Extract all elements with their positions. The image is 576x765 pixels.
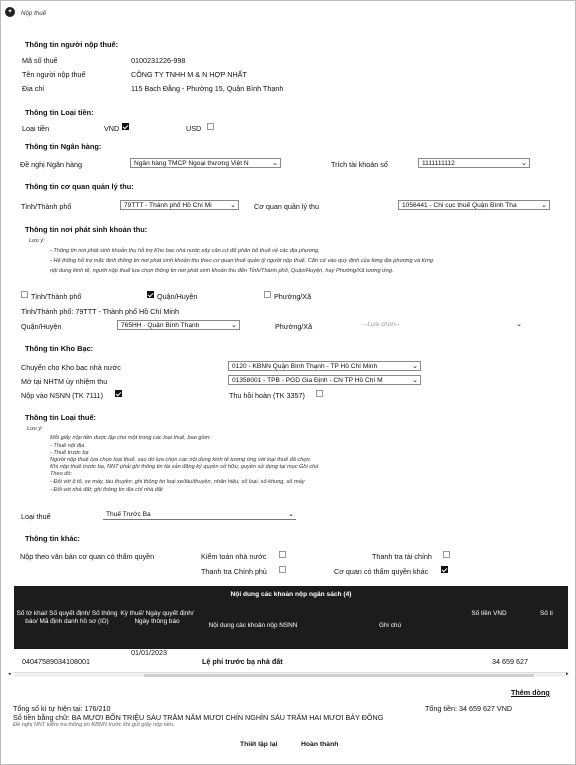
tax-code-label: Mã số thuế — [22, 56, 58, 65]
currency-heading: Thông tin Loại tiền: — [25, 108, 94, 117]
province-select[interactable]: 79TTT - Thành phố Hồ Chí Mi ⌄ — [120, 200, 239, 210]
origin-note-1: - Thông tin nơi phát sinh khoản thu hỗ trợ Kho bạc nhà nước xây cân cứ để phân bổ thuế về các địa phương. — [50, 248, 320, 254]
nsnn-checkbox[interactable] — [115, 390, 122, 397]
col-header-amount: Số tiền VND — [471, 610, 507, 617]
origin-district-checkbox[interactable] — [147, 291, 154, 298]
col-header-note: Ghi chú — [378, 622, 402, 629]
debit-account-label: Trích tài khoản số — [331, 160, 388, 169]
taxpayer-name-value: CÔNG TY TNHH M & N HỢP NHẤT — [131, 70, 247, 79]
origin-note-title: Lưu ý: — [29, 238, 45, 244]
scrollbar-thumb[interactable] — [144, 674, 534, 677]
tax-code-value: 0100231226-998 — [131, 56, 186, 65]
add-row-link[interactable]: Thêm dòng — [511, 688, 550, 697]
treasury-account-label: Mở tại NHTM ủy nhiệm thu — [21, 377, 108, 386]
refund-checkbox[interactable] — [316, 390, 323, 397]
debit-account-select[interactable]: 1111111112 ⌄ — [418, 158, 530, 168]
tax-type-note-line: Khi nộp thuế trước bạ, NNT phải ghi thông tin tài sản đăng ký quyền sở hữu, quyền sử dụng tại mục Ghi chú — [50, 464, 319, 470]
chevron-down-icon: ⌄ — [412, 377, 418, 384]
treasury-heading: Thông tin Kho Bạc: — [25, 344, 94, 353]
origin-district-label-2: Quận/Huyện — [21, 322, 62, 331]
treasury-account-select[interactable]: 01358001 - TPB - PGD Gia Định - CN TP Hồ Chí M ⌄ — [228, 375, 421, 385]
col-header-period: Kỳ thuế/ Ngày quyết định/ Ngày thông báo — [120, 610, 194, 625]
other-auth-label: Cơ quan có thẩm quyền khác — [334, 567, 429, 576]
ward-label: Phường/Xã — [275, 322, 313, 331]
other-auth-checkbox[interactable] — [441, 566, 448, 573]
tax-type-note-line: Theo đó: — [50, 471, 73, 477]
agency-select[interactable]: 1056441 - Chi cục thuế Quận Bình Tha ⌄ — [398, 200, 550, 210]
scroll-left-icon[interactable]: ◂ — [8, 671, 11, 677]
origin-note-3: nội dung kinh tế, người nộp thuế lựa chọn thông tin nơi phát sinh khoản thu đến Tỉnh/Thành phố, Quận/Huyện, hay Phường/Xã tương ứng. — [50, 268, 394, 274]
inspect-gov-label: Thanh tra Chính phủ — [201, 567, 267, 576]
taxpayer-heading: Thông tin người nộp thuế: — [25, 40, 119, 49]
tax-type-note-line: Người nộp thuế lựa chọn loại thuế, sau đó lựa chọn các nội dung kinh tế tương ứng với loại thuế đã chọn. — [50, 457, 312, 463]
app-logo-icon: ✦ — [5, 7, 15, 17]
audit-label: Kiểm toán nhà nước — [201, 552, 267, 561]
col-header-id: Số tờ khai/ Số quyết định/ Số thông báo/ Mã định danh hồ sơ (ID) — [16, 610, 118, 625]
origin-province-checkbox[interactable] — [21, 291, 28, 298]
bank-heading: Thông tin Ngân hàng: — [25, 142, 102, 151]
submit-button[interactable]: Hoàn thành — [301, 741, 339, 748]
chevron-down-icon: ⌄ — [516, 321, 522, 328]
vnd-checkbox[interactable] — [122, 123, 129, 130]
hint-text: Đề nghị NNT kiểm tra thông tin KBNN trước khi gửi giấy nộp tiền. — [13, 722, 175, 728]
usd-checkbox[interactable] — [207, 123, 214, 130]
tax-type-note-title: Lưu ý: — [27, 426, 43, 432]
refund-label: Thu hồi hoàn (TK 3357) — [229, 391, 305, 400]
table-title: Nội dung các khoản nộp ngân sách (4) — [230, 591, 352, 598]
chevron-down-icon: ⌄ — [272, 160, 278, 167]
taxpayer-name-label: Tên người nộp thuế — [22, 70, 86, 79]
row-content: Lệ phí trước bạ nhà đất — [202, 657, 283, 666]
treasury-transfer-label: Chuyển cho Kho bạc nhà nước — [21, 363, 121, 372]
district-select[interactable]: 765HH - Quận Bình Thạnh ⌄ — [117, 320, 240, 330]
tax-type-select[interactable]: Thuế Trước Ba ⌄ — [103, 510, 296, 520]
row-period: 01/01/2023 — [131, 648, 167, 657]
chevron-down-icon: ⌄ — [231, 322, 237, 329]
table-horizontal-scrollbar[interactable] — [14, 672, 568, 677]
reset-button[interactable]: Thiết lập lại — [240, 741, 278, 748]
total-amount: Tổng tiền: 34 659 627 VND — [425, 704, 513, 713]
origin-heading: Thông tin nơi phát sinh khoản thu: — [25, 225, 148, 234]
address-label: Địa chỉ — [22, 84, 44, 93]
tax-type-note-line: - Đối với ô tô, xe máy, tàu thuyền: ghi thông tin loại xe/tàu/thuyền, nhãn hiệu, số loại, số khung, số máy — [50, 479, 305, 485]
col-header-amount-2: Số ti — [540, 610, 553, 617]
col-header-content: Nội dung các khoản nộp NSNN — [208, 622, 298, 629]
origin-province-label: Tỉnh/Thành phố — [31, 292, 82, 301]
other-heading: Thông tin khác: — [25, 534, 81, 543]
chevron-down-icon: ⌄ — [230, 202, 236, 209]
inspect-fin-label: Thanh tra tài chính — [372, 552, 432, 561]
origin-ward-label: Phường/Xã — [274, 292, 312, 301]
tax-type-note-line: Mỗi giấy nộp tiền được lập cho một trong các loại thuế, bao gồm: — [50, 435, 211, 441]
tax-type-note-line: - Thuế nội địa — [50, 443, 85, 449]
chevron-down-icon: ⌄ — [541, 202, 547, 209]
tax-type-heading: Thông tin Loại thuế: — [25, 413, 97, 422]
tax-type-label: Loại thuế — [21, 512, 51, 521]
vnd-label: VND — [104, 124, 120, 133]
treasury-select[interactable]: 0120 - KBNN Quận Bình Thạnh - TP Hồ Chí Minh ⌄ — [228, 361, 421, 371]
audit-checkbox[interactable] — [279, 551, 286, 558]
origin-district-label: Quận/Huyện — [157, 292, 198, 301]
chevron-down-icon: ⌄ — [412, 363, 418, 370]
origin-province-line: Tỉnh/Thành phố: 79TTT - Thành phố Hồ Chí Minh — [21, 307, 179, 316]
inspect-fin-checkbox[interactable] — [443, 551, 450, 558]
inspect-gov-checkbox[interactable] — [279, 566, 286, 573]
basis-label: Nộp theo văn bản cơ quan có thẩm quyền — [20, 552, 155, 561]
province-label: Tỉnh/Thành phố — [21, 202, 72, 211]
bank-select[interactable]: Ngân hàng TMCP Ngoại thương Việt N ⌄ — [130, 158, 281, 168]
bank-request-label: Đề nghị Ngân hàng — [20, 160, 82, 169]
origin-note-2: - Hệ thống hỗ trợ mặc định thông tin nơi phát sinh khoản thu theo cơ quan thuế quản lý người nộp thuế. Căn cứ vào quy định của từng địa phương và từng — [50, 258, 433, 264]
agency-label: Cơ quan quản lý thu — [254, 202, 320, 211]
scroll-right-icon[interactable]: ▸ — [566, 671, 569, 677]
tax-type-note-line: - Thuế trước bạ — [50, 450, 89, 456]
amount-in-words: Số tiền bằng chữ: BA MƯƠI BỐN TRIỆU SÁU TRĂM NĂM MƯƠI CHÍN NGHÌN SÁU TRĂM HAI MƯƠI BẢY ĐỒNG — [13, 713, 384, 722]
address-value: 115 Bạch Đằng - Phường 15, Quận Bình Thạnh — [131, 84, 284, 93]
usd-label: USD — [186, 124, 202, 133]
tax-type-note-line: - Đối với nhà đất: ghi thông tin địa chỉ nhà đất — [50, 487, 163, 493]
nsnn-label: Nộp vào NSNN (TK 7111) — [21, 391, 104, 400]
row-id: 04047589034108001 — [22, 657, 90, 666]
origin-ward-checkbox[interactable] — [264, 291, 271, 298]
currency-label: Loại tiền — [22, 124, 50, 133]
row-amount: 34 659 627 — [492, 657, 528, 666]
authority-heading: Thông tin cơ quan quản lý thu: — [25, 182, 134, 191]
app-title: Nộp thuế — [21, 10, 47, 17]
ward-select[interactable]: --Lựa chọn-- ⌄ — [360, 320, 524, 330]
chevron-down-icon: ⌄ — [521, 160, 527, 167]
chevron-down-icon: ⌄ — [288, 511, 294, 518]
char-count: Tổng số kí tự hiện tại: 176/210 — [13, 704, 111, 713]
